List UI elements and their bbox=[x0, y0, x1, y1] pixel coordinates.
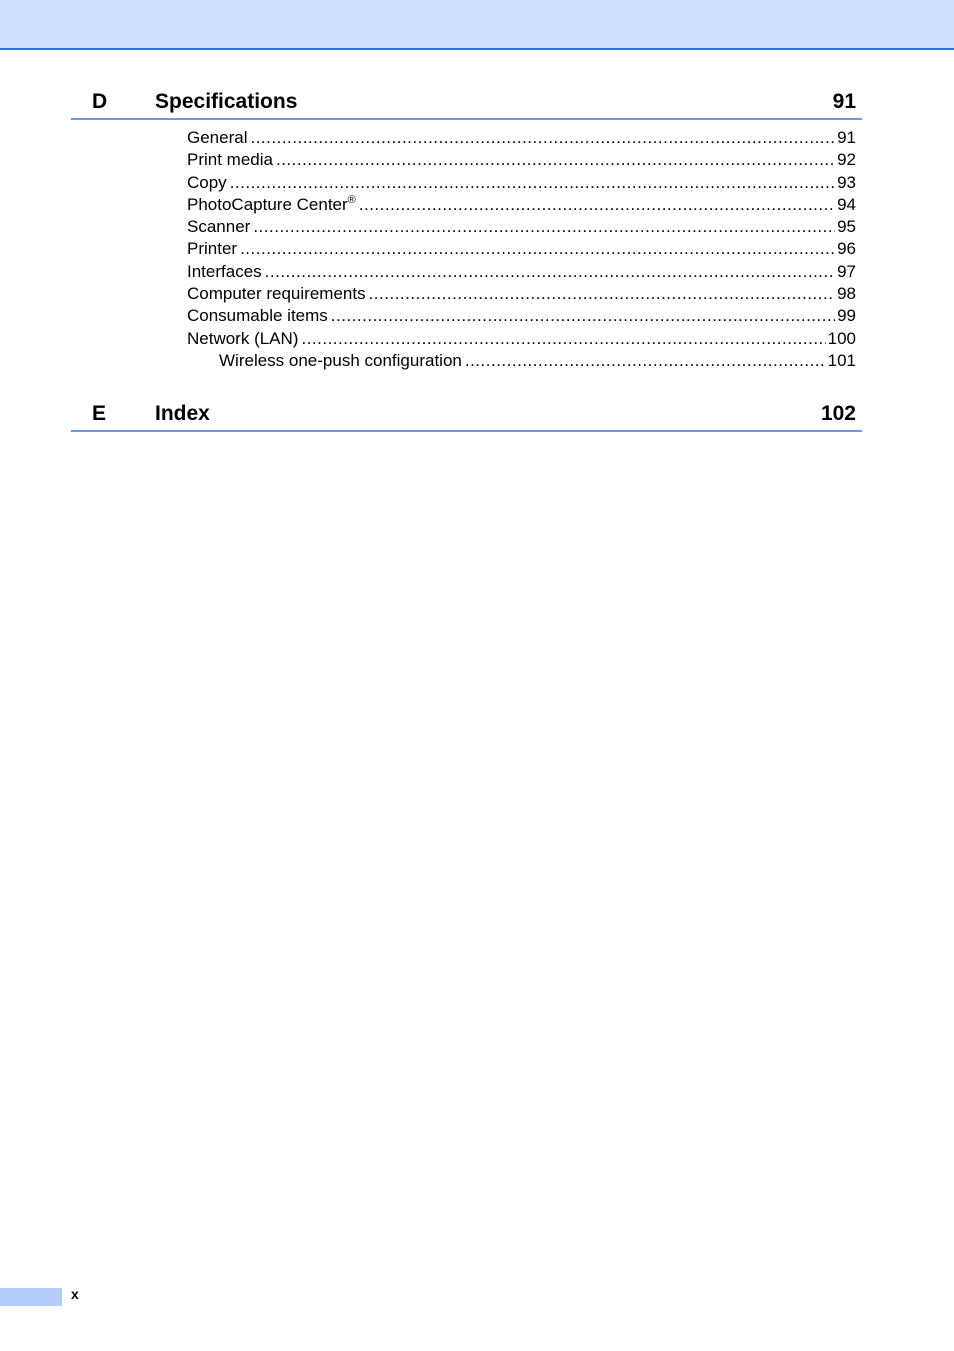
toc-entry-interfaces[interactable] bbox=[187, 261, 856, 283]
toc-entry-label: Computer requirements bbox=[187, 284, 366, 304]
toc-entry-print-media[interactable] bbox=[187, 149, 856, 171]
dot-leader bbox=[465, 350, 826, 372]
toc-entry-general[interactable] bbox=[187, 127, 856, 149]
dot-leader bbox=[331, 305, 835, 327]
toc-entry-copy[interactable] bbox=[187, 172, 856, 194]
toc-entry-label-text: PhotoCapture Center bbox=[187, 194, 348, 214]
toc-entry-page: 101 bbox=[827, 350, 856, 370]
toc-entry-label: Printer bbox=[187, 239, 238, 259]
toc-entry-scanner[interactable] bbox=[187, 216, 856, 238]
toc-entry-photocapture-center[interactable] bbox=[187, 194, 856, 216]
chapter-letter: D bbox=[92, 90, 108, 113]
dot-leader bbox=[369, 283, 836, 305]
dot-leader bbox=[276, 149, 835, 171]
toc-entry-label bbox=[187, 194, 359, 216]
dot-leader bbox=[301, 328, 825, 350]
toc-entry-page: 94 bbox=[837, 194, 856, 214]
toc-entry-printer[interactable] bbox=[187, 238, 856, 260]
dot-leader bbox=[240, 238, 835, 260]
footer-band bbox=[0, 1288, 62, 1306]
chapter-heading-e[interactable] bbox=[71, 400, 862, 432]
toc-entry-page: 99 bbox=[837, 306, 856, 326]
toc-subentry-wireless-one-push[interactable] bbox=[187, 350, 856, 372]
toc-entry-label: Interfaces bbox=[187, 261, 262, 281]
toc-entry-page: 91 bbox=[837, 128, 856, 147]
toc-entries bbox=[187, 127, 856, 372]
dot-leader bbox=[250, 127, 835, 149]
toc-entry-page: 96 bbox=[837, 239, 856, 259]
footer-page-number: x bbox=[71, 1286, 79, 1302]
toc-entry-page: 93 bbox=[837, 172, 856, 192]
chapter-title: Specifications bbox=[155, 90, 298, 113]
toc-entry-page: 98 bbox=[837, 284, 856, 304]
toc-entry-page: 92 bbox=[837, 150, 856, 170]
dot-leader bbox=[265, 261, 835, 283]
chapter-title: Index bbox=[155, 402, 210, 425]
toc-entry-label: General bbox=[187, 128, 248, 147]
toc-entry-label: Print media bbox=[187, 150, 273, 170]
chapter-heading-d[interactable] bbox=[71, 88, 862, 120]
chapter-letter: E bbox=[92, 402, 107, 425]
toc-entry-label: Wireless one-push configuration bbox=[219, 350, 462, 370]
dot-leader bbox=[230, 172, 835, 194]
toc-entry-page: 97 bbox=[837, 261, 856, 281]
toc-entry-computer-requirements[interactable] bbox=[187, 283, 856, 305]
toc-entry-page: 95 bbox=[837, 217, 856, 237]
dot-leader bbox=[359, 194, 835, 216]
toc-entry-network-lan[interactable] bbox=[187, 328, 856, 350]
chapter-page: 102 bbox=[820, 402, 856, 425]
toc-entry-label: Scanner bbox=[187, 217, 251, 237]
registered-mark: ® bbox=[347, 193, 356, 206]
dot-leader bbox=[253, 216, 835, 238]
toc-entry-label: Copy bbox=[187, 172, 227, 192]
toc-entry-consumable-items[interactable] bbox=[187, 305, 856, 327]
toc-entry-label: Consumable items bbox=[187, 306, 328, 326]
toc-entry-label: Network (LAN) bbox=[187, 328, 299, 348]
header-band bbox=[0, 0, 954, 50]
chapter-page: 91 bbox=[832, 90, 856, 113]
toc-entry-page: 100 bbox=[827, 328, 856, 348]
